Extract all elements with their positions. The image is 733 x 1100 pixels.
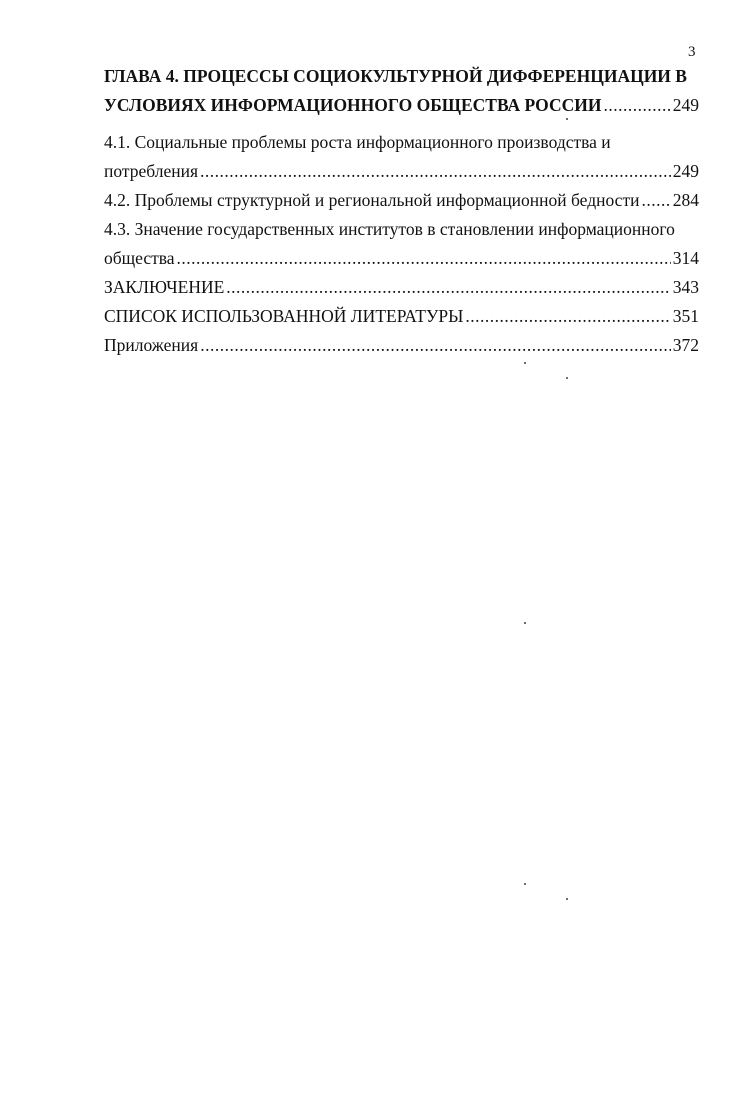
- toc-dot-leader: [200, 157, 671, 186]
- toc-page-number: 343: [672, 277, 699, 297]
- toc-page-number: 284: [672, 190, 699, 210]
- toc-entry-title-line-1: ГЛАВА 4. ПРОЦЕССЫ СОЦИОКУЛЬТУРНОЙ ДИФФЕРЕНЦИАЦИИ В: [104, 66, 687, 86]
- toc-entry-title: СПИСОК ИСПОЛЬЗОВАННОЙ ЛИТЕРАТУРЫ: [104, 306, 464, 326]
- toc-page-number: 249: [672, 161, 699, 181]
- scan-speck: [566, 118, 568, 120]
- toc-page-number: 372: [672, 335, 699, 355]
- toc-entry-title: Приложения: [104, 335, 199, 355]
- toc-page-number: 351: [672, 306, 699, 326]
- toc-dot-leader: [200, 331, 671, 360]
- scan-speck: [524, 362, 526, 364]
- toc-entry-appendices[interactable]: [104, 331, 699, 360]
- toc-dot-leader: [177, 244, 671, 273]
- toc-entry-title-line-1: 4.1. Социальные проблемы роста информационного производства и: [104, 132, 611, 152]
- toc-entry-title: ЗАКЛЮЧЕНИЕ: [104, 277, 225, 297]
- toc-entry-title-line-1: 4.3. Значение государственных институтов в становлении информационного: [104, 219, 675, 239]
- toc-dot-leader: [603, 91, 670, 120]
- toc-entry-section-4-3[interactable]: [104, 215, 699, 273]
- toc-entry-references[interactable]: [104, 302, 699, 331]
- toc-entry-title-line-2: общества: [104, 248, 175, 268]
- scan-speck: [566, 898, 568, 900]
- toc-entry-conclusion[interactable]: [104, 273, 699, 302]
- page-number: 3: [688, 44, 696, 60]
- toc-entry-title: 4.2. Проблемы структурной и региональной информационной бедности: [104, 190, 640, 210]
- toc-entry-title-line-2: УСЛОВИЯХ ИНФОРМАЦИОННОГО ОБЩЕСТВА РОССИИ: [104, 95, 602, 115]
- scan-speck: [524, 622, 526, 624]
- toc-dot-leader: [465, 302, 670, 331]
- scan-speck: [524, 883, 526, 885]
- toc-entry-chapter-4[interactable]: [104, 62, 699, 120]
- toc-dot-leader: [226, 273, 670, 302]
- table-of-contents: [104, 62, 699, 360]
- toc-entry-section-4-2[interactable]: [104, 186, 699, 215]
- toc-entry-section-4-1[interactable]: [104, 128, 699, 186]
- toc-entry-title-line-2: потребления: [104, 161, 199, 181]
- scan-speck: [566, 377, 568, 379]
- toc-page-number: 314: [672, 248, 699, 268]
- toc-page-number: 249: [672, 95, 699, 115]
- toc-dot-leader: [641, 186, 670, 215]
